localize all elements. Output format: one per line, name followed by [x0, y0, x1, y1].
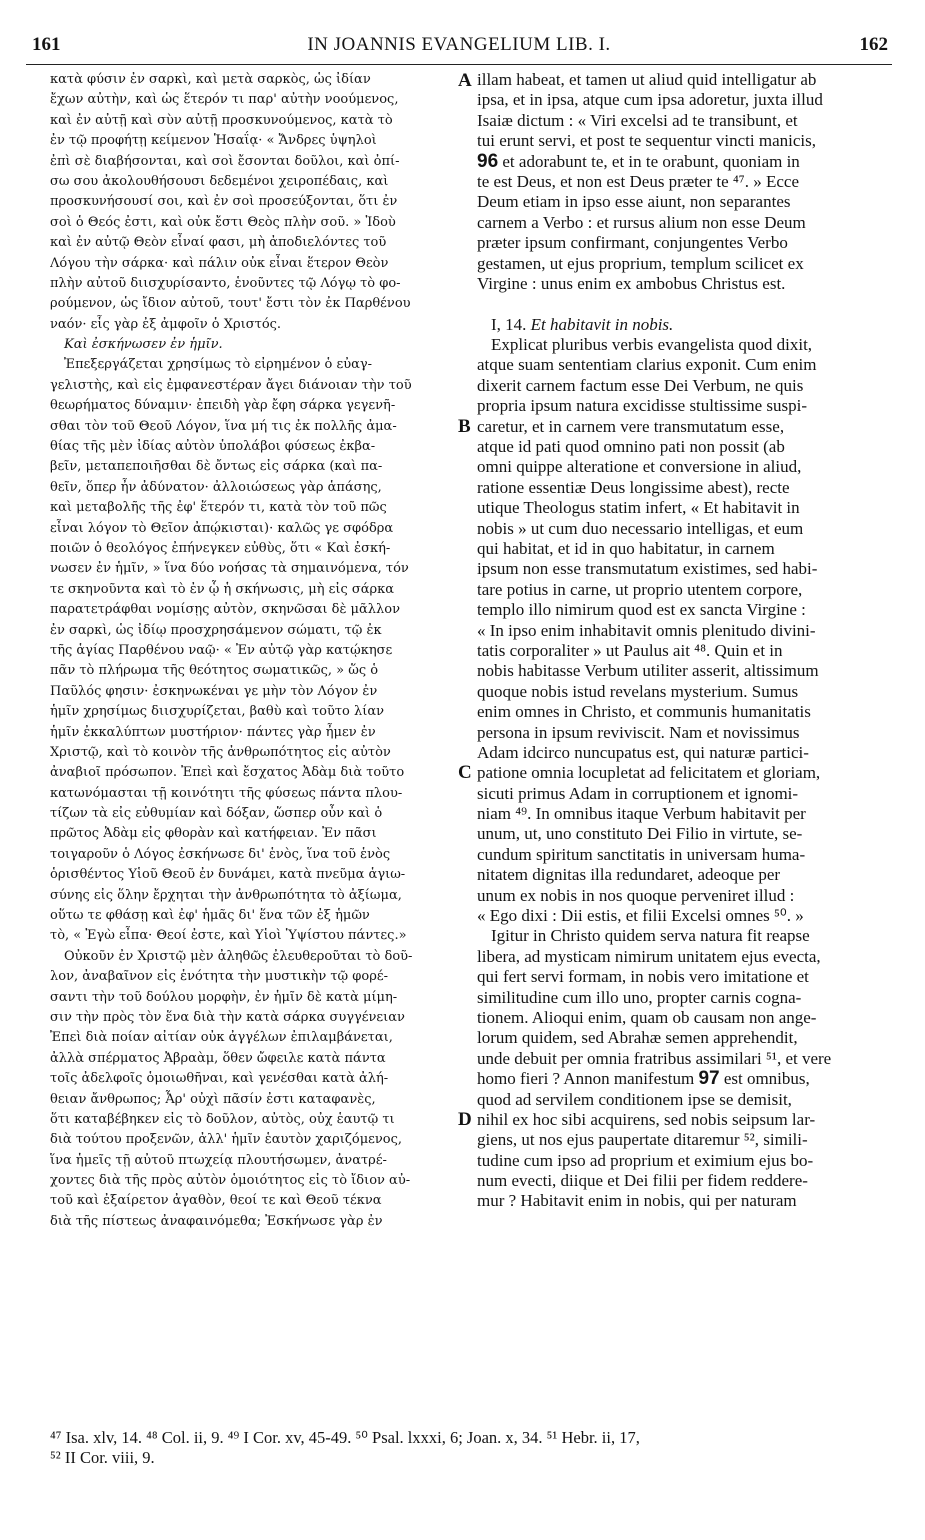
margin-letter-d: D	[458, 1109, 472, 1130]
greek-line: Χριστῷ, καὶ τὸ κοινὸν τῆς ἀνθρωπότητος εἰς αὐτὸν	[50, 744, 391, 760]
latin-line: nihil ex hoc sibi acquirens, sed nobis seipsum lar-	[477, 1109, 816, 1129]
greek-line: τίζων τὰ εἰς εὐθυμίαν καὶ δόξαν, ὥσπερ οὖν καὶ ὁ	[50, 806, 383, 822]
latin-line: num evecti, diique et Dei filii per fidem reddere-	[477, 1171, 808, 1191]
greek-line: πρῶτος Ἀδὰμ εἰς φθορὰν καὶ κατήφειαν. Ἐν πᾶσι	[50, 826, 377, 842]
greek-line: ὅτι καταβέβηκεν εἰς τὸ δοῦλον, αὐτὸς, οὐχ ἑαυτῷ τι	[50, 1111, 395, 1127]
latin-line: nobis » ut cum duo necessario intelligas, et eum	[477, 518, 804, 538]
latin-line-text: est omnibus,	[719, 1069, 810, 1089]
greek-line: ἔχων αὐτὴν, καὶ ὡς ἕτερόν τι παρ' αὐτὴν νοούμενος,	[50, 92, 399, 108]
greek-line: ἡμῖν χρησίμως διισχυρίζεται, βαθὺ καὶ τοῦτο λίαν	[50, 704, 385, 720]
page-number-left: 161	[32, 34, 61, 55]
greek-line: Ἐπεξεργάζεται χρησίμως τὸ εἰρημένον ὁ εὐαγ-	[64, 357, 373, 373]
latin-line	[477, 1069, 889, 1089]
latin-line: tudine cum ipso ad proprium et eximium ejus bo-	[477, 1150, 814, 1170]
greek-line: γελιστὴς, καὶ εἰς ἐμφανεστέραν ἄγει διάνοιαν τὴν τοῦ	[50, 377, 412, 393]
greek-line: προσκυνήσουσί σοι, καὶ ἐν σοὶ προσεύξονται, ὅτι ἐν	[50, 194, 398, 210]
latin-line: tatis corporaliter » ut Paulus ait ⁴⁸. Quin et in	[477, 640, 783, 660]
greek-line: βεῖν, μεταπεποιῆσθαι δὲ ὄντως εἰς σάρκα (καὶ πα-	[50, 459, 383, 475]
latin-line: atque id pati quod omnino pati non possit (ab	[477, 437, 785, 457]
greek-line: κατὰ φύσιν ἐν σαρκὶ, καὶ μετὰ σαρκὸς, ὡς ἰδίαν	[50, 72, 371, 87]
latin-line-text: homo fieri ? Annon manifestum	[477, 1069, 699, 1089]
greek-line: Παῦλός φησιν· ἐσκηνωκέναι γε μὴν τὸν Λόγον ἐν	[50, 683, 378, 699]
latin-line: unum, ut, uno constituto Dei Filio in virtute, se-	[477, 824, 803, 844]
latin-column	[477, 70, 889, 1212]
column-number-97: 97	[698, 1069, 720, 1090]
latin-section-heading	[477, 315, 889, 335]
latin-line: Isaiæ dictum : « Viri excelsi ad te transibunt, et	[477, 110, 798, 130]
latin-line: qui habitat, et id in quo habitatur, in carnem	[477, 538, 775, 558]
greek-line: θεωρήματος δύναμιν· ἐπειδὴ γὰρ ἔφη σάρκα γεγενῆ-	[50, 398, 396, 414]
latin-line: nobis habitasse Verbum utiliter asserit, altissimum	[477, 661, 819, 681]
greek-line: νωσεν ἐν ἡμῖν, » ἵνα δύο νοήσας τὰ σημαινόμενα, τόν	[50, 561, 409, 577]
greek-line: Ἐπεὶ διὰ ποίαν αἰτίαν οὐκ ἀγγέλων ἐπιλαμβάνεται,	[50, 1030, 393, 1046]
column-number-96: 96	[477, 151, 499, 172]
latin-line: propria ipsum natura excidisse stultissime suspi-	[477, 396, 808, 416]
latin-line: enim omnes in Christo, et communis humanitatis	[477, 702, 811, 722]
greek-line: ποιῶν ὁ θεολόγος ἐπήνεγκεν εὐθὺς, ὅτι « Καὶ ἐσκή-	[50, 540, 391, 556]
latin-line: ipsum non esse transmutatum existimes, sed habi-	[477, 559, 818, 579]
greek-line: ἐν σαρκὶ, ὡς ἰδίῳ προσχρησάμενον σώματι, τῷ ἐκ	[50, 622, 382, 638]
greek-line: θίας τῆς μὲν ἰδίας αὐτὸν ὑπολάβοι φύσεως ἐκβα-	[50, 439, 376, 455]
latin-line: caretur, et in carnem vere transmutatum esse,	[477, 416, 785, 436]
greek-line: πᾶν τὸ πλήρωμα τῆς θεότητος σωματικῶς, » ὥς ὁ	[50, 663, 379, 679]
latin-line: templo illo nimirum quod est ex sancta Virgine :	[477, 600, 806, 620]
latin-line: tare potius in carne, ut proprio utentem corpore,	[477, 579, 803, 599]
greek-line: Οὐκοῦν ἐν Χριστῷ μὲν ἀληθῶς ἐλευθεροῦται τὸ δοῦ-	[64, 948, 413, 964]
greek-line: τοῦ καὶ ἐξαίρετον ἀγαθὸν, θεοί τε καὶ Θεοῦ τέκνα	[50, 1193, 382, 1209]
latin-line: quoque nobis istud revelans mysterium. Sumus	[477, 681, 799, 701]
latin-line: « Ego dixi : Dii estis, et filii Excelsi omnes ⁵⁰. »	[477, 906, 804, 926]
latin-line: cundum spiritum sanctitatis in universam huma-	[477, 844, 806, 864]
greek-line: θειαν ἄνθρωπος; Ἆρ' οὐχὶ πᾶσίν ἐστι καταφανὲς,	[50, 1091, 376, 1107]
greek-line: χοντες διὰ τῆς πρὸς αὐτὸν ὁμοιότητος εἰς τὸ ἴδιον αὐ-	[50, 1173, 411, 1189]
greek-line: ἵνα ἡμεῖς τῇ αὐτοῦ πτωχείᾳ πλουτήσωμεν, ἀνατρέ-	[50, 1152, 387, 1168]
greek-line: οὕτω τε φθάσῃ καὶ ἐφ' ἡμᾶς δι' ἕνα τῶν ἐξ ἡμῶν	[50, 908, 370, 924]
latin-line: patione omnia locupletat ad felicitatem et gloriam,	[477, 763, 821, 783]
greek-line: ὁρισθέντος Υἱοῦ Θεοῦ ἐν δυνάμει, κατὰ πνεῦμα ἁγιω-	[50, 867, 406, 883]
footnote-line: ⁵² II Cor. viii, 9.	[50, 1448, 155, 1467]
greek-line: θεῖν, ὅπερ ἦν ἀδύνατον· ἀλλοιώσεως γὰρ ἁπάσης,	[50, 479, 382, 495]
latin-line: qui fert servi formam, in nobis vero imitatione et	[477, 967, 809, 987]
greek-line: ἀναβιοῖ πρόσωπον. Ἐπεὶ καὶ ἔσχατος Ἀδὰμ διὰ τοῦτο	[50, 765, 405, 781]
latin-line: libera, ad mysticam nimirum unitatem ejus evecta,	[477, 946, 821, 966]
greek-line: σθαι τὸν τοῦ Θεοῦ Λόγον, ἵνα μή τις ἐκ πολλῆς ἀμα-	[50, 418, 397, 434]
latin-line: præter ipsum confirmant, conjungentes Verbo	[477, 233, 788, 253]
greek-line: κατωνόμασται τῇ κοινότητι τῆς φύσεως πάντα πλου-	[50, 785, 403, 801]
greek-line: τὸ, « Ἐγὼ εἶπα· Θεοί ἐστε, καὶ Υἱοὶ Ὑψίστου πάντες.»	[50, 928, 407, 944]
greek-line: ρούμενον, ὡς ἴδιον αὐτοῦ, τουτ' ἔστι τὸν ἐκ Παρθένου	[50, 296, 411, 312]
latin-line: quod ad servilem conditionem ipse se demisit,	[477, 1089, 792, 1109]
greek-line: ναόν· εἷς γὰρ ἐξ ἀμφοῖν ὁ Χριστός.	[50, 316, 282, 332]
latin-line: Adam idcirco nuncupatus est, qui naturæ partici-	[477, 742, 809, 762]
margin-letter-c: C	[458, 762, 472, 783]
greek-line: παρατετράφθαι νομίσῃς αὐτὸν, σκηνῶσαι δὲ μᾶλλον	[50, 602, 400, 618]
greek-line: ἐν τῷ προφήτῃ κείμενον Ἡσαΐᾳ· « Ἄνδρες ὑψηλοὶ	[50, 133, 377, 149]
latin-line: unde debuit per omnia fratribus assimilari ⁵¹, et vere	[477, 1048, 832, 1068]
latin-line: lorum quidem, sed Abrahæ semen apprehendit,	[477, 1028, 798, 1048]
greek-line: τε σκηνοῦντα καὶ τὸ ἐν ᾧ ἡ σκήνωσις, μὴ εἰς σάρκα	[50, 581, 395, 597]
latin-line: dixerit carnem factum esse Dei Verbum, ne quis	[477, 375, 804, 395]
footnote-line: ⁴⁷ Isa. xlv, 14. ⁴⁸ Col. ii, 9. ⁴⁹ I Cor. xv, 45-49. ⁵⁰ Psal. lxxxi, 6; Joan. x, 34. ⁵¹ Hebr. ii, 17,	[50, 1428, 640, 1447]
latin-line: carnem a Verbo : et rursus alium non esse Deum	[477, 212, 806, 232]
margin-letter-a: A	[458, 70, 472, 91]
latin-line: « In ipso enim inhabitavit omnis plenitudo divini-	[477, 620, 816, 640]
greek-line: ἡμῖν ἐκκαλύπτων μυστήριον· πάντες γὰρ ἦμεν ἐν	[50, 724, 376, 740]
latin-line: Explicat pluribus verbis evangelista quod dixit,	[491, 335, 813, 355]
heading-text: Et habitavit in nobis.	[526, 314, 674, 334]
greek-line: σοὶ ὁ Θεός ἐστι, καὶ οὐκ ἔστι Θεὸς πλὴν σοῦ. » Ἰδοὺ	[50, 214, 396, 230]
greek-line: Λόγου τὴν σάρκα· καὶ πάλιν οὐκ εἶναι ἕτερον Θεὸν	[50, 255, 389, 271]
latin-line: giens, ut nos ejus paupertate ditaremur ⁵², simili-	[477, 1130, 808, 1150]
greek-line: τοιγαροῦν ὁ Λόγος ἐσκήνωσε δι' ἑνὸς, ἵνα τοῦ ἑνὸς	[50, 846, 391, 862]
latin-line	[477, 152, 889, 172]
latin-line: persona in ipsum reviviscit. Nam et novissimus	[477, 722, 800, 742]
greek-line: καὶ μεταβολῆς τῆς ἐφ' ἕτερόν τι, κατὰ τὸν τοῦ πῶς	[50, 500, 387, 516]
latin-line: gestamen, ut ejus proprium, templum scilicet ex	[477, 253, 804, 273]
latin-line: similitudine cum illo uno, propter carnis cogna-	[477, 987, 802, 1007]
greek-line: εἶναι λόγον τὸ Θεῖον ἀπῴκισται)· καλῶς γε σφόδρα	[50, 520, 394, 536]
greek-line: τοῖς ἀδελφοῖς ὁμοιωθῆναι, καὶ γενέσθαι κατὰ ἀλή-	[50, 1071, 389, 1087]
greek-line: ἐπὶ σὲ διαβήσονται, καὶ σοὶ ἔσονται δοῦλοι, καὶ ὀπί-	[50, 153, 400, 169]
greek-line: σιν τὴν πρὸς τὸν ἕνα διὰ τὴν κατὰ σάρκα συγγένειαν	[50, 1009, 405, 1025]
latin-line: niam ⁴⁹. In omnibus itaque Verbum habitavit per	[477, 804, 806, 824]
latin-line: Virgine : unus enim ex ambobus Christus est.	[477, 273, 786, 293]
latin-line: atque suam sententiam clarius exponit. Cum enim	[477, 355, 817, 375]
latin-line: nitatem dignitas illa redundaret, adeoque per	[477, 865, 781, 885]
latin-line: utique Theologus statim infert, « Et habitavit in	[477, 498, 800, 518]
greek-line: διὰ τούτου προξενῶν, ἀλλ' ἡμῖν ἑαυτὸν χαριζόμενος,	[50, 1132, 403, 1148]
latin-line: tionem. Alioqui enim, quam ob causam non ange-	[477, 1007, 817, 1027]
greek-line: καὶ ἐν αὐτῇ καὶ σὺν αὐτῇ προσκυνούμενος, κατὰ τὸ	[50, 112, 393, 128]
latin-line: Deum etiam in ipso esse aiunt, non separantes	[477, 192, 791, 212]
greek-line: σύνης εἰς ὅλην ἔρχηται τὴν ἀνθρωπότητα τὸ ἀξίωμα,	[50, 887, 402, 903]
greek-section-heading: Καὶ ἐσκήνωσεν ἐν ἡμῖν.	[64, 337, 223, 353]
latin-line: illam habeat, et tamen ut aliud quid intelligatur ab	[477, 70, 817, 89]
greek-line: πλὴν αὐτοῦ διισχυρίσαντο, ἑνοῦντες τῷ Λόγῳ τὸ φο-	[50, 275, 401, 291]
spacer	[477, 294, 889, 314]
greek-line: ἀλλὰ σπέρματος Ἀβραὰμ, ὅθεν ὤφειλε κατὰ πάντα	[50, 1050, 386, 1066]
latin-line: unum ex nobis in nos quoque perveniret illud :	[477, 885, 795, 905]
latin-line: sicuti primus Adam in corruptionem et ignomi-	[477, 783, 799, 803]
running-header	[26, 30, 892, 65]
greek-line: σαντι τὴν τοῦ δούλου μορφὴν, ἐν ἡμῖν δὲ κατὰ μίμη-	[50, 989, 398, 1005]
greek-line: τῆς ἁγίας Παρθένου ναῷ· « Ἐν αὐτῷ γὰρ κατῴκησε	[50, 642, 393, 658]
latin-line-text: et adorabunt te, et in te orabunt, quoniam in	[498, 151, 800, 171]
page-number-right: 162	[859, 34, 888, 55]
running-title: IN JOANNIS EVANGELIUM LIB. I.	[307, 34, 611, 55]
footnotes	[50, 1428, 900, 1468]
greek-line: καὶ ἐν αὐτῷ Θεὸν εἶναί φασι, μὴ ἀποδιελόντες τοῦ	[50, 235, 387, 251]
greek-line: διὰ τῆς πίστεως ἀναφαινόμεθα; Ἐσκήνωσε γὰρ ἐν	[50, 1213, 383, 1229]
latin-line: te est Deus, et non est Deus præter te ⁴⁷. » Ecce	[477, 171, 800, 191]
latin-line: ipsa, et in ipsa, atque cum ipsa adoretur, juxta illud	[477, 90, 823, 110]
latin-line: mur ? Habitavit enim in nobis, qui per naturam	[477, 1191, 797, 1211]
latin-line: tui erunt servi, et post te sequentur vincti manicis,	[477, 131, 816, 151]
latin-line: omni quippe alteratione et conversione in aliud,	[477, 457, 802, 477]
greek-column	[50, 70, 454, 1232]
greek-line: σω σου ἀκολουθήσουσι δεδεμένοι χειροπέδαις, καὶ	[50, 173, 389, 189]
margin-letter-b: B	[458, 416, 471, 437]
latin-line: ratione essentiæ Deus longissime abest), recte	[477, 477, 790, 497]
greek-line: λον, ἀναβαῖνον εἰς ἑνότητα τὴν μυστικὴν τῷ φορέ-	[50, 969, 388, 985]
latin-line: Igitur in Christo quidem serva natura fit reapse	[491, 926, 810, 946]
heading-reference: I, 14.	[491, 314, 527, 334]
